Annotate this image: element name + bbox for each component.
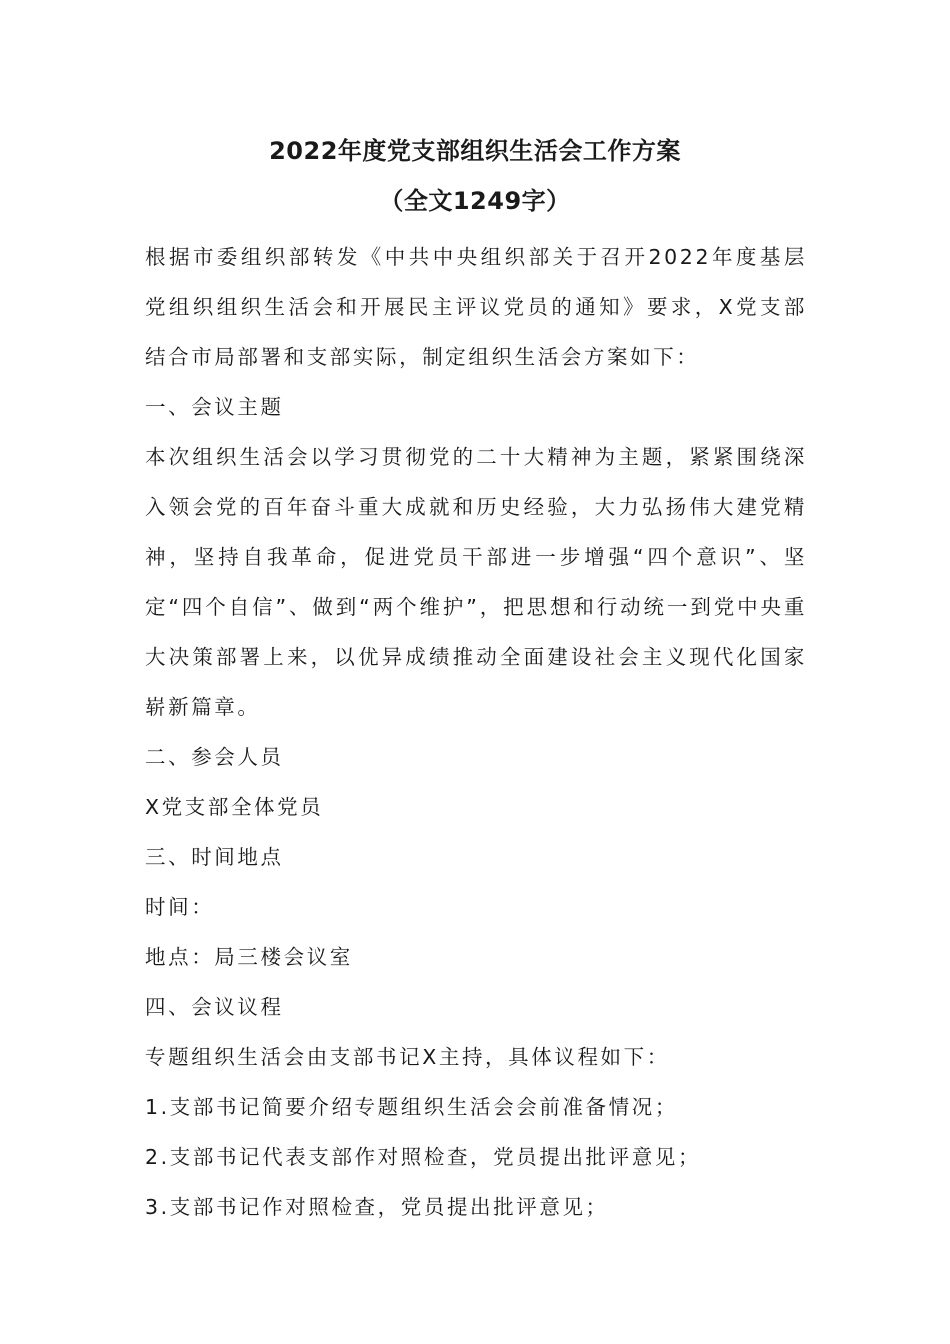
section-heading-theme: 一、会议主题 xyxy=(145,395,284,419)
participants-paragraph: X党支部全体党员 xyxy=(145,795,324,819)
section-heading-participants: 二、参会人员 xyxy=(145,745,284,769)
document-title: 2022年度党支部组织生活会工作方案 xyxy=(269,137,681,165)
time-line: 时间： xyxy=(145,895,215,919)
section-heading-time-place: 三、时间地点 xyxy=(145,845,284,869)
section-heading-agenda: 四、会议议程 xyxy=(145,995,284,1019)
agenda-item: 2.支部书记代表支部作对照检查，党员提出批评意见； xyxy=(145,1145,702,1169)
agenda-intro: 专题组织生活会由支部书记X主持，具体议程如下： xyxy=(145,1045,670,1069)
agenda-item: 1.支部书记简要介绍专题组织生活会会前准备情况； xyxy=(145,1095,678,1119)
place-line: 地点：局三楼会议室 xyxy=(145,945,353,969)
theme-paragraph: 本次组织生活会以学习贯彻党的二十大精神为主题，紧紧围绕深入领会党的百年奋斗重大成就和历史经验，大力弘扬伟大建党精神，坚持自我革命，促进党员干部进一步增强“四个意识”、坚定“四个自信”、做到“两个维护”，把思想和行动统一到党中央重大决策部署上来，以优异成绩推动全面建设社会主义现代化国家崭新篇章。 xyxy=(145,445,807,719)
document-body xyxy=(145,232,807,1232)
agenda-item: 3.支部书记作对照检查，党员提出批评意见； xyxy=(145,1195,609,1219)
document-subtitle: （全文1249字） xyxy=(379,187,571,215)
intro-paragraph: 根据市委组织部转发《中共中央组织部关于召开2022年度基层党组织组织生活会和开展民主评议党员的通知》要求，X党支部结合市局部署和支部实际，制定组织生活会方案如下： xyxy=(145,245,807,369)
